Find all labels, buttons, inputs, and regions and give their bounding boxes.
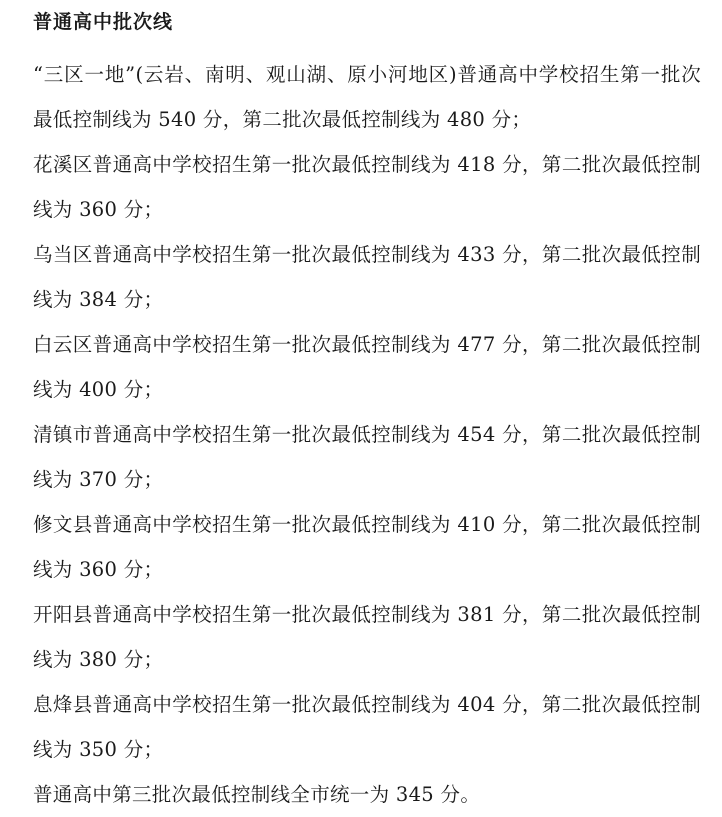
paragraph-kaiyang: 开阳县普通高中学校招生第一批次最低控制线为 381 分，第二批次最低控制线为 380 分； xyxy=(33,603,701,671)
paragraph-xiuwen: 修文县普通高中学校招生第一批次最低控制线为 410 分，第二批次最低控制线为 360 分； xyxy=(33,513,701,581)
document-body xyxy=(33,8,701,817)
paragraph-wudang: 乌当区普通高中学校招生第一批次最低控制线为 433 分，第二批次最低控制线为 384 分； xyxy=(33,243,701,311)
document-title: 普通高中批次线 xyxy=(33,11,174,33)
paragraph-qingzhen: 清镇市普通高中学校招生第一批次最低控制线为 454 分，第二批次最低控制线为 370 分； xyxy=(33,423,701,491)
paragraph-huaxi: 花溪区普通高中学校招生第一批次最低控制线为 418 分，第二批次最低控制线为 360 分； xyxy=(33,153,701,221)
paragraph-sanqu-yidi: “三区一地”(云岩、南明、观山湖、原小河地区)普通高中学校招生第一批次最低控制线为 540 分，第二批次最低控制线为 480 分； xyxy=(33,63,701,131)
paragraph-xifeng: 息烽县普通高中学校招生第一批次最低控制线为 404 分，第二批次最低控制线为 350 分； xyxy=(33,693,701,761)
paragraph-baiyun: 白云区普通高中学校招生第一批次最低控制线为 477 分，第二批次最低控制线为 400 分； xyxy=(33,333,701,401)
paragraph-third-batch: 普通高中第三批次最低控制线全市统一为 345 分。 xyxy=(33,783,481,806)
